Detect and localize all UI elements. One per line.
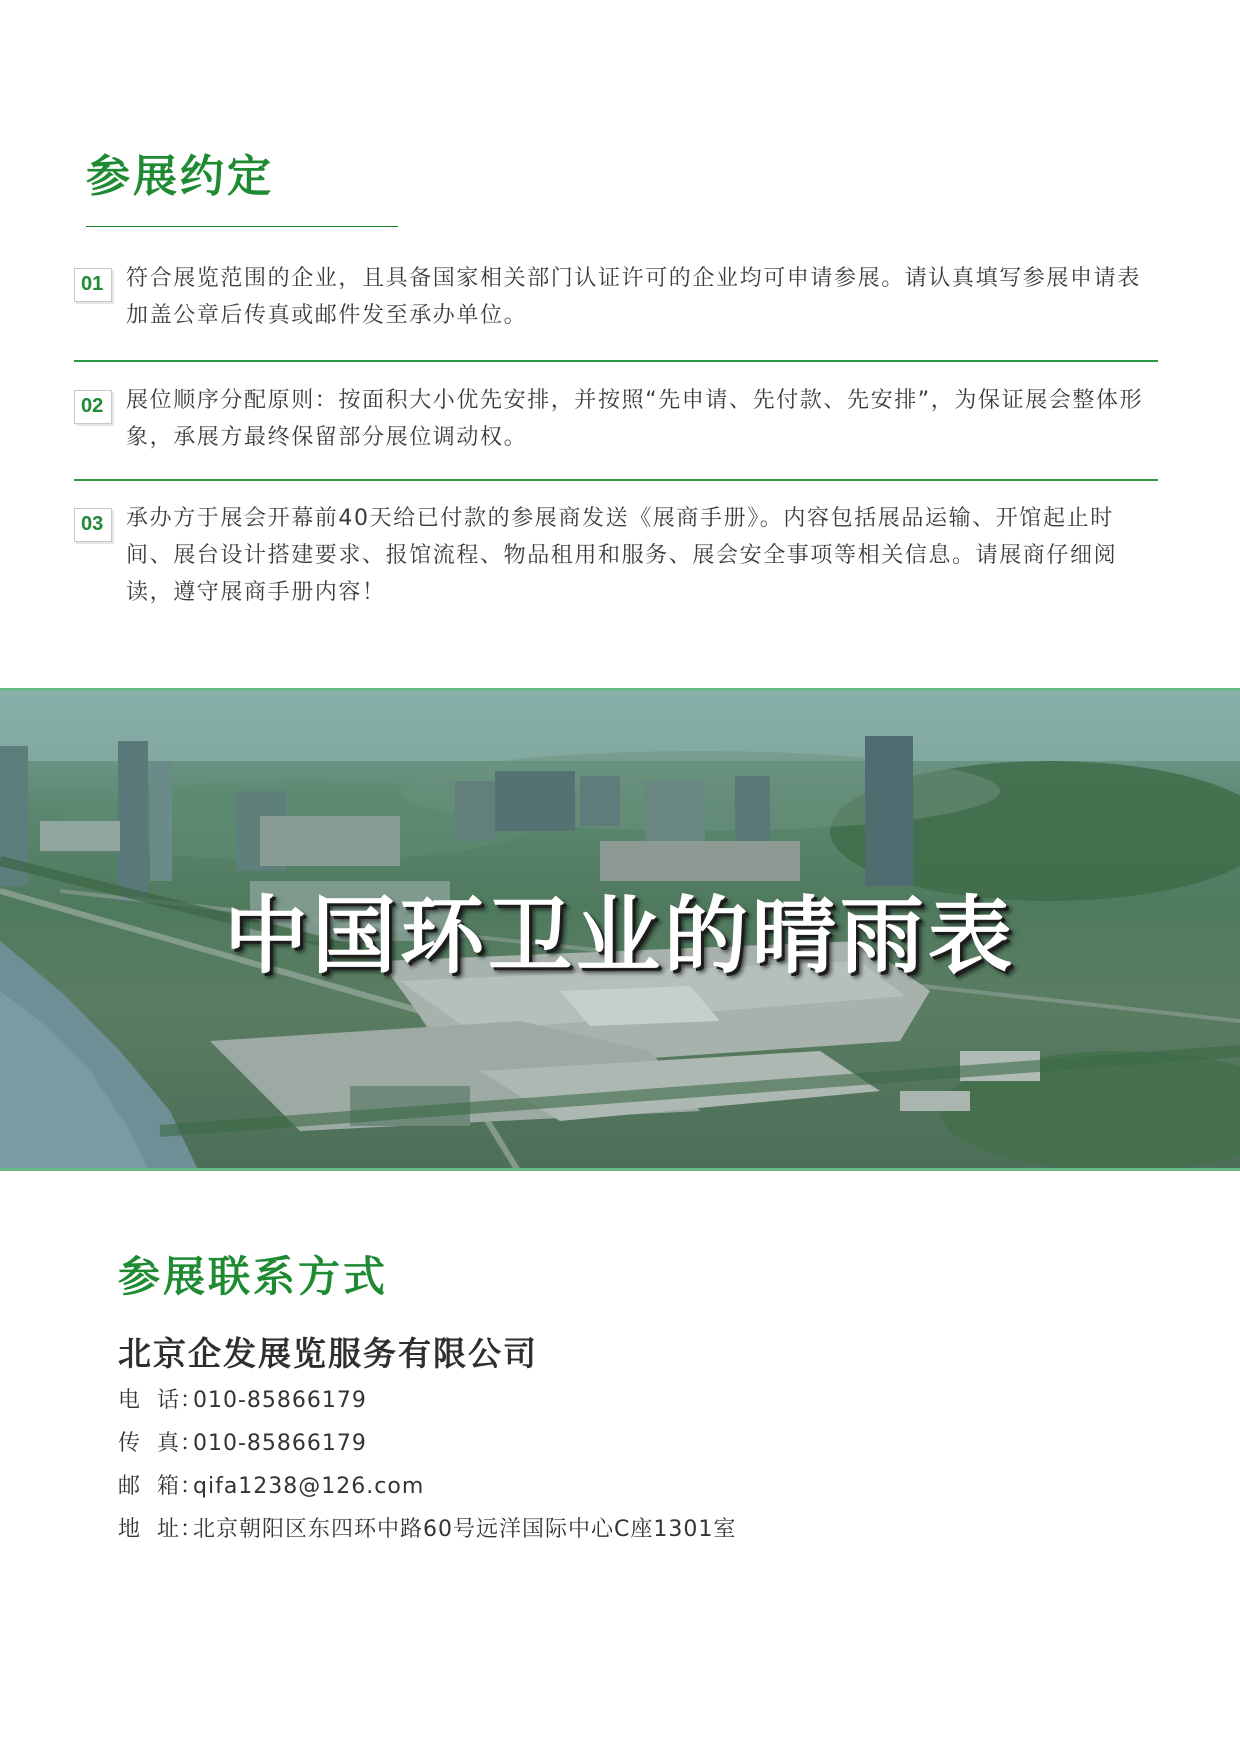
contact-label: 传 真：	[118, 1431, 203, 1456]
rule-number: 02	[81, 395, 104, 417]
contact-label: 电 话：	[118, 1388, 203, 1413]
contact-section-title: 参展联系方式	[118, 1252, 389, 1301]
contact-address: 北京朝阳区东四环中路60号远洋国际中心C座1301室	[193, 1517, 737, 1542]
contact-fax-row	[118, 1426, 367, 1457]
rule-number-badge	[74, 268, 112, 302]
contact-label: 地 址：	[118, 1517, 203, 1542]
contact-email-row	[118, 1469, 424, 1500]
rule-divider	[74, 360, 1158, 362]
contact-phone-row	[118, 1383, 367, 1414]
contact-address-row	[118, 1512, 736, 1543]
contact-phone: 010-85866179	[193, 1388, 367, 1413]
rule-text: 展位顺序分配原则：按面积大小优先安排，并按照“先申请、先付款、先安排”，为保证展会整体形象，承展方最终保留部分展位调动权。	[126, 388, 1144, 450]
contact-fax: 010-85866179	[193, 1431, 367, 1456]
rule-text: 承办方于展会开幕前40天给已付款的参展商发送《展商手册》。内容包括展品运输、开馆起止时间、展台设计搭建要求、报馆流程、物品租用和服务、展会安全事项等相关信息。请展商仔细阅读，遵守展商手册内容！	[126, 506, 1118, 605]
banner-caption: 中国环卫业的晴雨表	[223, 887, 1016, 985]
company-name: 北京企发展览服务有限公司	[118, 1334, 538, 1373]
rule-number: 01	[81, 273, 104, 295]
title-underline	[86, 226, 398, 227]
rule-number: 03	[81, 513, 104, 535]
rule-text: 符合展览范围的企业，且具备国家相关部门认证许可的企业均可申请参展。请认真填写参展申请表加盖公章后传真或邮件发至承办单位。	[126, 266, 1141, 328]
rule-number-badge	[74, 508, 112, 542]
rules-section-title: 参展约定	[86, 151, 274, 202]
contact-email: qifa1238@126.com	[193, 1474, 425, 1499]
exhibition-center-photo	[0, 688, 1240, 1171]
rule-number-badge	[74, 390, 112, 424]
rule-divider	[74, 479, 1158, 481]
contact-label: 邮 箱：	[118, 1474, 203, 1499]
